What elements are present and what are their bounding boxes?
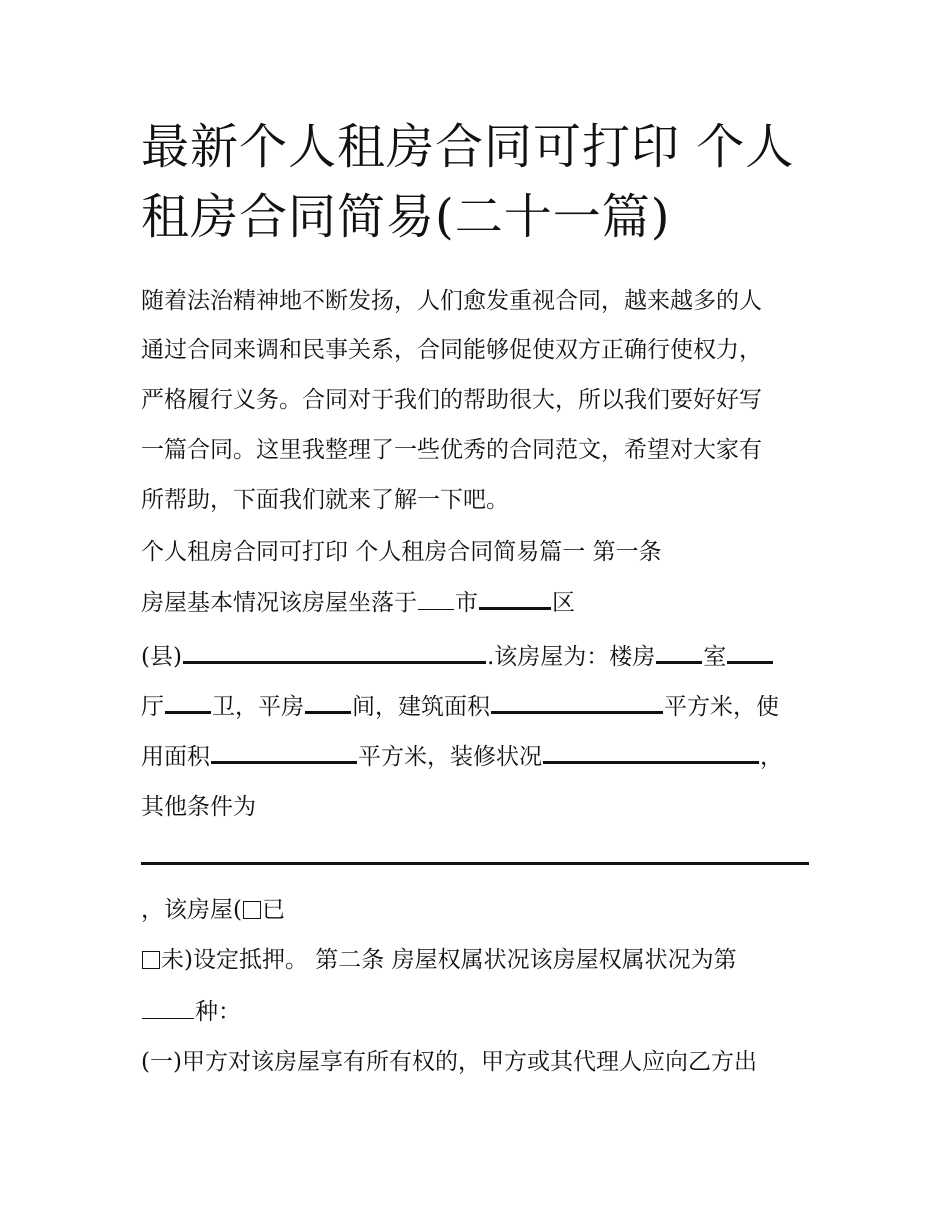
clause1-text: 室	[703, 644, 727, 670]
clause1-text: ，该房屋(	[141, 897, 242, 923]
intro-line-2: 通过合同来调和民事关系，合同能够促使双方正确行使权力，	[141, 337, 762, 363]
clause1-text: 房屋基本情况该房屋坐落于	[141, 590, 417, 616]
clause1-line-2	[141, 640, 774, 674]
clause1-line-3	[141, 690, 779, 724]
blank-field-long	[141, 862, 809, 865]
intro-line-1: 随着法治精神地不断发扬，人们愈发重视合同，越来越多的人	[141, 288, 762, 314]
clause1-text: 平方米，使	[664, 694, 779, 720]
clause1-text: 已	[261, 897, 285, 923]
clause1-line-8	[141, 995, 241, 1029]
checkbox	[142, 951, 160, 969]
clause1-text: 卫，平房	[212, 694, 304, 720]
clause1-text: 间，建筑面积	[352, 694, 490, 720]
clause1-line-5: 其他条件为	[141, 794, 256, 820]
clause1-text: 平方米，装修状况	[358, 744, 542, 770]
blank-field	[727, 641, 773, 664]
clause1-line-6	[141, 893, 285, 927]
blank-field	[479, 587, 551, 610]
blank-field	[305, 691, 351, 714]
document-title: 最新个人租房合同可打印 个人租房合同简易(二十一篇)	[141, 119, 795, 245]
blank-field	[165, 691, 211, 714]
clause1-line-4	[141, 740, 783, 774]
blank-field	[418, 589, 454, 610]
blank-field	[491, 691, 663, 714]
blank-field	[543, 741, 759, 764]
intro-line-3: 严格履行义务。合同对于我们的帮助很大，所以我们要好好写	[141, 387, 762, 413]
clause1-line-9: (一)甲方对该房屋享有所有权的，甲方或其代理人应向乙方出	[141, 1049, 757, 1075]
clause1-text: 市	[455, 590, 478, 616]
clause1-text: .该房屋为：楼房	[486, 644, 656, 670]
clause1-text: 未)设定抵押。 第二条 房屋权属状况该房屋权属状况为第	[161, 947, 737, 973]
clause1-line-1	[141, 586, 575, 620]
blank-field	[142, 998, 194, 1019]
section-heading: 个人租房合同可打印 个人租房合同简易篇一 第一条	[141, 539, 662, 565]
blank-field	[656, 641, 702, 664]
intro-line-4: 一篇合同。这里我整理了一些优秀的合同范文，希望对大家有	[141, 437, 762, 463]
clause1-text: ，	[760, 744, 783, 770]
blank-field	[211, 741, 357, 764]
clause1-text: 用面积	[141, 744, 210, 770]
clause1-text: (县)	[141, 644, 182, 670]
clause1-text: 区	[552, 590, 575, 616]
clause1-text: 厅	[141, 694, 164, 720]
checkbox	[243, 901, 261, 919]
intro-line-5: 所帮助，下面我们就来了解一下吧。	[141, 487, 509, 513]
clause1-line-7	[141, 943, 737, 977]
clause1-text: 种：	[195, 999, 241, 1025]
blank-field	[183, 641, 486, 664]
